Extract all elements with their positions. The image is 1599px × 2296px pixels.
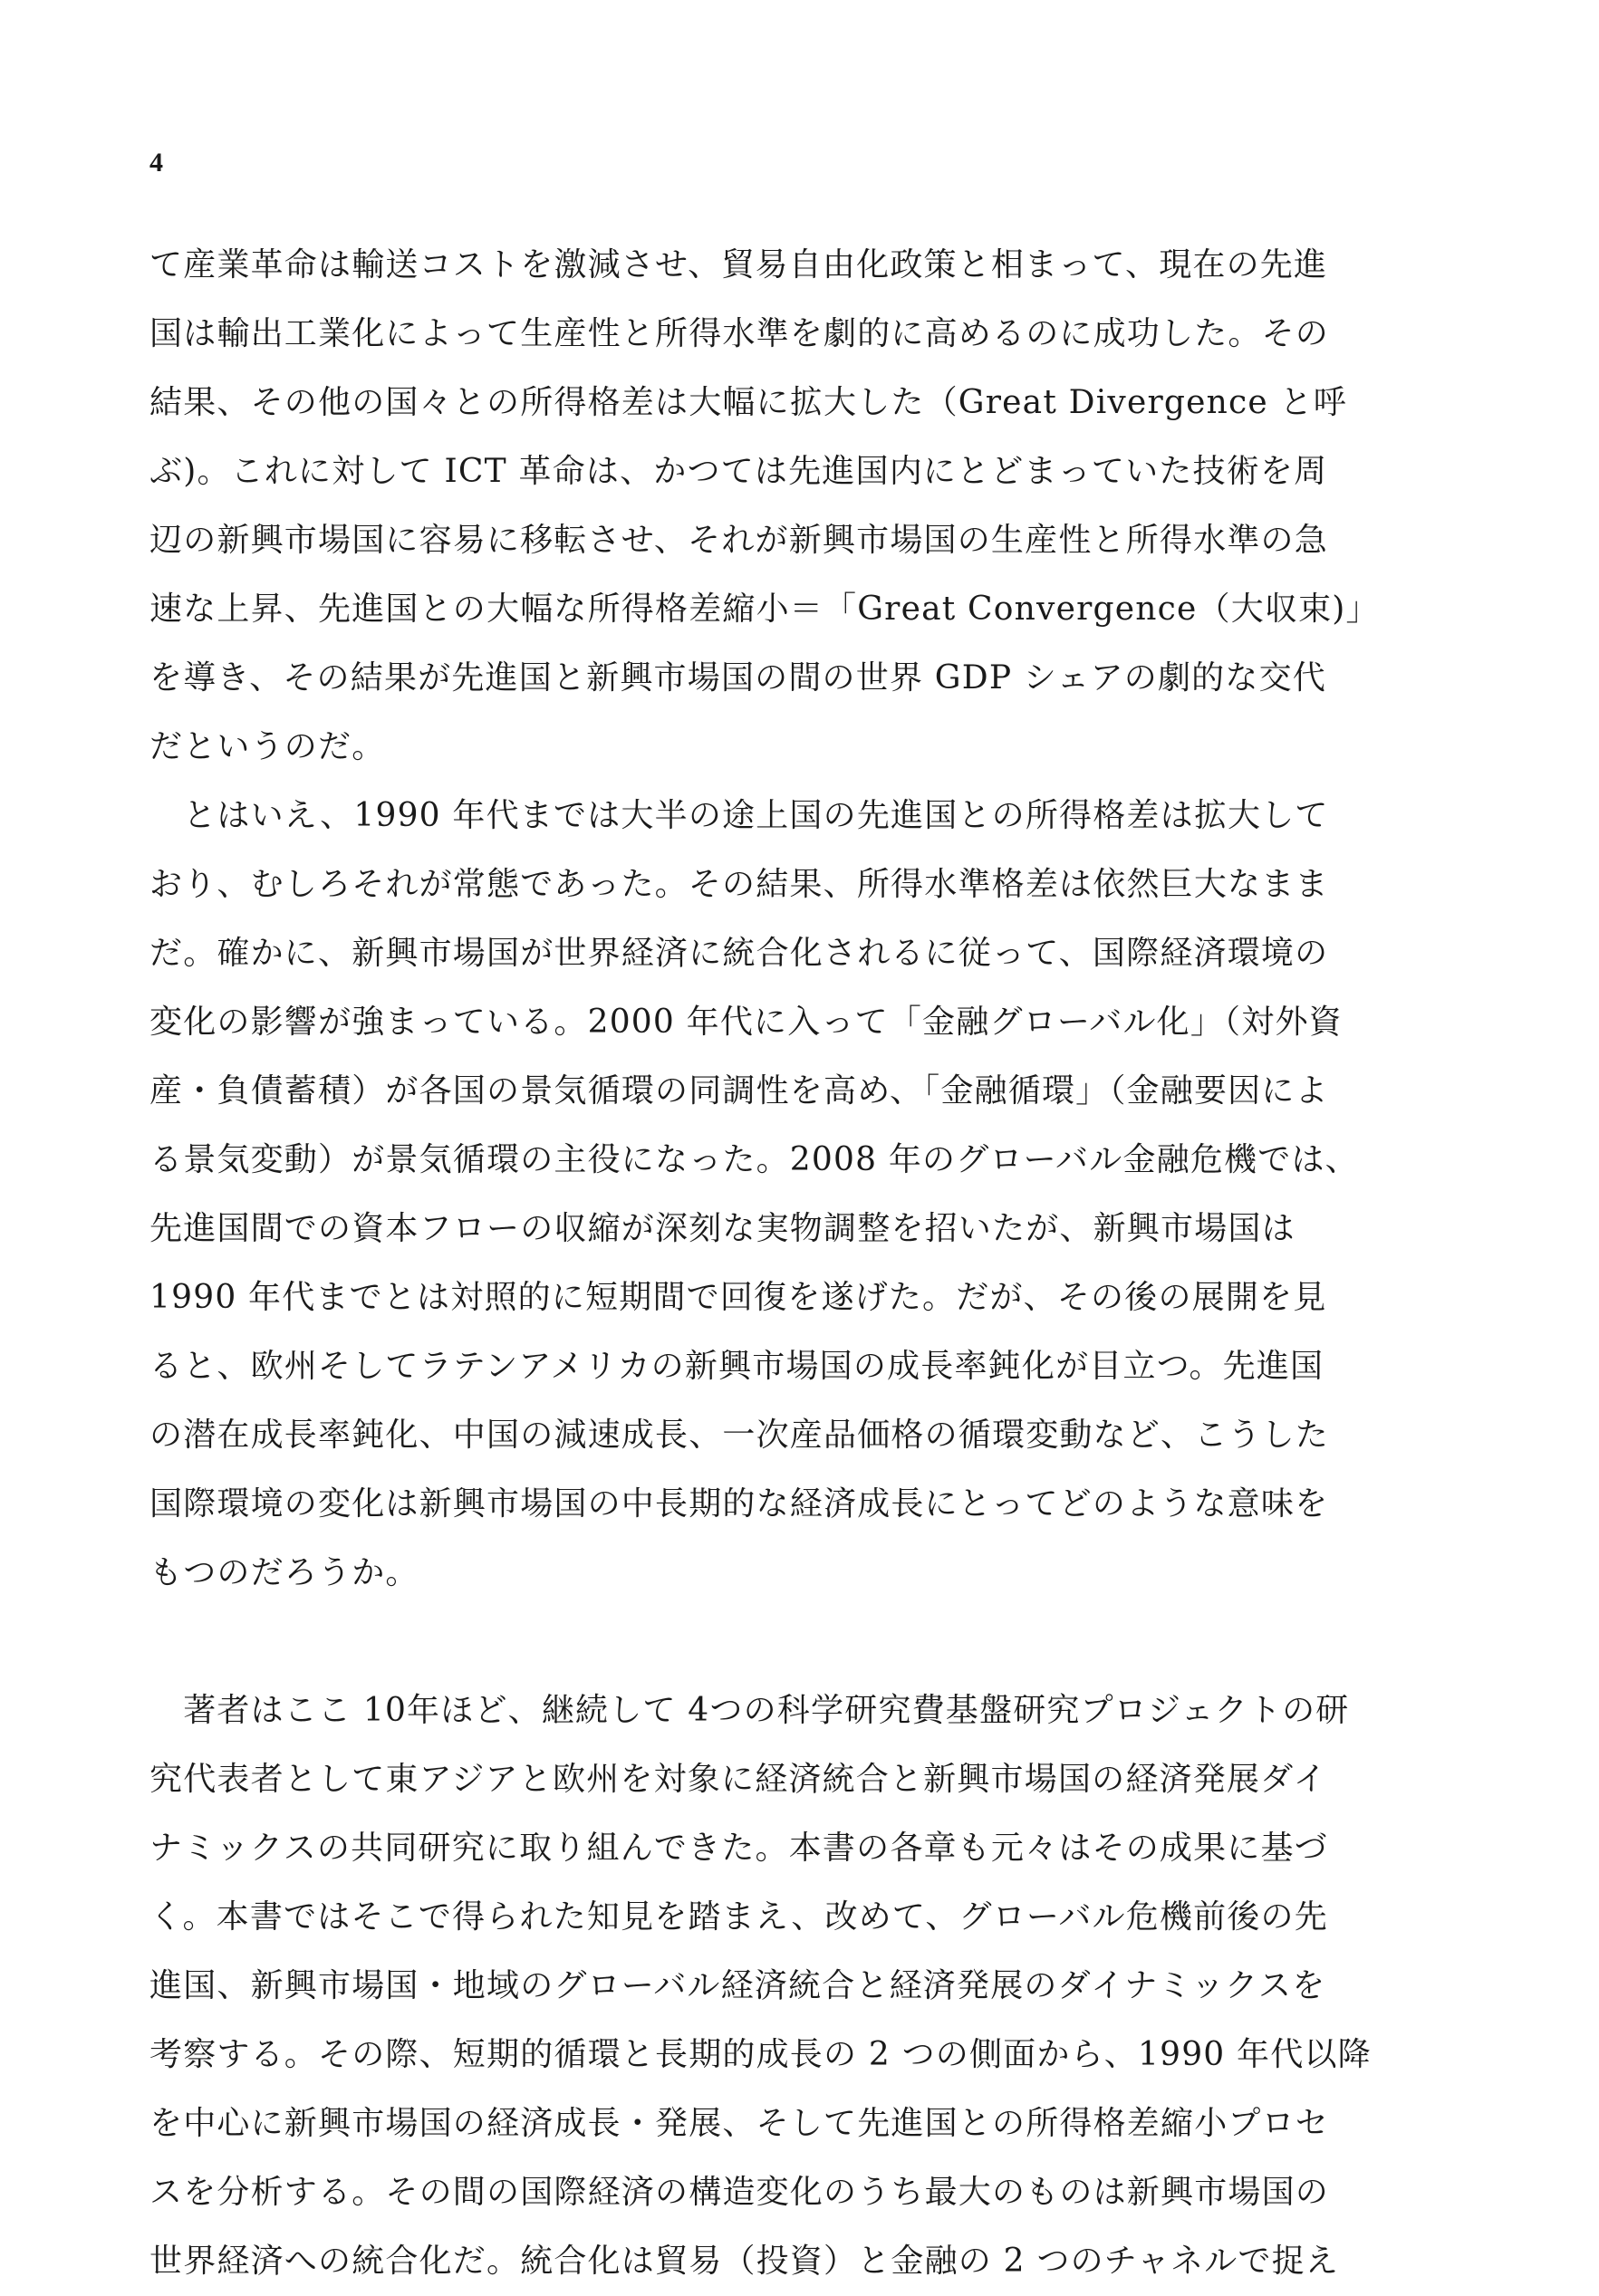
text-line: 考察する。その際、短期的循環と長期的成長の 2 つの側面から、1990 年代以降: [149, 2036, 1372, 2073]
text-line: ぶ)。これに対して ICT 革命は、かつては先進国内にとどまっていた技術を周: [149, 453, 1328, 490]
text-line: ると、欧州そしてラテンアメリカの新興市場国の成長率鈍化が目立つ。先進国: [149, 1348, 1324, 1385]
text-line: 辺の新興市場国に容易に移転させ、それが新興市場国の生産性と所得水準の急: [149, 522, 1328, 559]
text-line: を導き、その結果が先進国と新興市場国の間の世界 GDP シェアの劇的な交代: [149, 659, 1326, 696]
text-line: て産業革命は輸送コストを激減させ、貿易自由化政策と相まって、現在の先進: [149, 246, 1328, 283]
text-line: 産・負債蓄積）が各国の景気循環の同調性を高め、「金融循環」（金融要因によ: [149, 1072, 1329, 1110]
text-line: 1990 年代までとは対照的に短期間で回復を遂げた。だが、その後の展開を見: [149, 1279, 1327, 1316]
text-line: 国は輸出工業化によって生産性と所得水準を劇的に高めるのに成功した。その: [149, 315, 1330, 352]
text-line: の潜在成長率鈍化、中国の減速成長、一次産品価格の循環変動など、こうした: [149, 1417, 1330, 1454]
text-line: を中心に新興市場国の経済成長・発展、そして先進国との所得格差縮小プロセ: [149, 2105, 1330, 2142]
text-line: 速な上昇、先進国との大幅な所得格差縮小＝「Great Convergence（大収束)」: [149, 591, 1380, 628]
text-line: く。本書ではそこで得られた知見を踏まえ、改めて、グローバル危機前後の先: [149, 1898, 1328, 1936]
text-line: る景気変動）が景気循環の主役になった。2008 年のグローバル金融危機では、: [149, 1141, 1359, 1178]
text-line: おり、むしろそれが常態であった。その結果、所得水準格差は依然巨大なまま: [149, 866, 1329, 903]
text-line: 究代表者として東アジアと欧州を対象に経済統合と新興市場国の経済発展ダイ: [149, 1761, 1327, 1798]
text-line: 結果、その他の国々との所得格差は大幅に拡大した（Great Divergence と呼: [149, 384, 1347, 421]
page-number: 4: [149, 148, 163, 178]
text-line: 進国、新興市場国・地域のグローバル経済統合と経済発展のダイナミックスを: [149, 1967, 1326, 2004]
text-line: スを分析する。その間の国際経済の構造変化のうち最大のものは新興市場国の: [149, 2174, 1330, 2211]
text-line: だ。確かに、新興市場国が世界経済に統合化されるに従って、国際経済環境の: [149, 935, 1329, 972]
text-line: 世界経済への統合化だ。統合化は貿易（投資）と金融の 2 つのチャネルで捉え: [149, 2243, 1340, 2280]
paragraph-gap: [149, 1608, 1418, 1676]
body-text: [149, 231, 1418, 2296]
text-line: 国際環境の変化は新興市場国の中長期的な経済成長にとってどのような意味を: [149, 1485, 1329, 1523]
text-line: ナミックスの共同研究に取り組んできた。本書の各章も元々はその成果に基づ: [149, 1830, 1328, 1867]
text-line: 変化の影響が強まっている。2000 年代に入って「金融グローバル化」（対外資: [149, 1004, 1343, 1041]
text-line: もつのだろうか。: [149, 1554, 419, 1591]
text-line: だというのだ。: [149, 728, 386, 765]
text-line: 著者はここ 10年ほど、継続して 4つの科学研究費基盤研究プロジェクトの研: [149, 1692, 1350, 1729]
text-line: 先進国間での資本フローの収縮が深刻な実物調整を招いたが、新興市場国は: [149, 1210, 1296, 1247]
text-line: とはいえ、1990 年代までは大半の途上国の先進国との所得格差は拡大して: [149, 797, 1329, 834]
